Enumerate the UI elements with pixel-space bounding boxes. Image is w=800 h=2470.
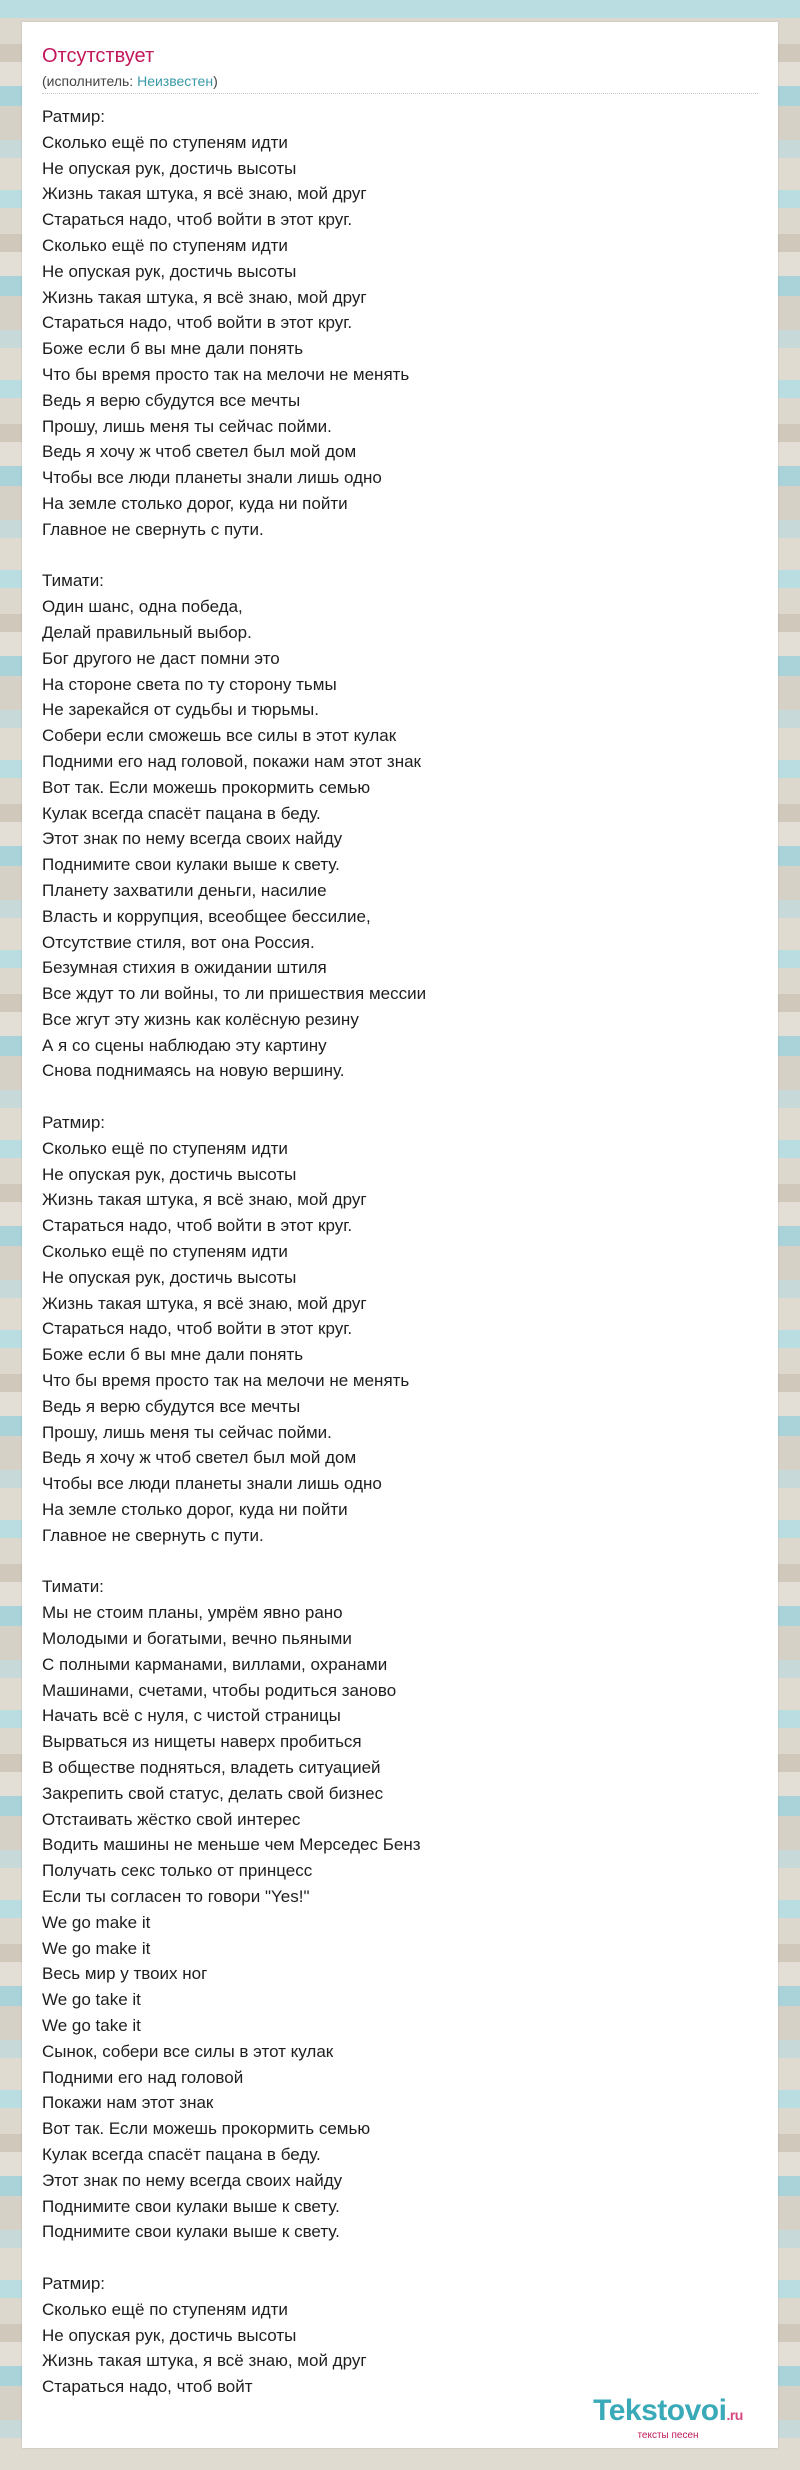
lyric-line: Сколько ещё по ступеням идти <box>42 2299 288 2319</box>
lyric-line: Власть и коррупция, всеобщее бессилие, <box>42 906 371 926</box>
lyric-line: Сколько ещё по ступеням идти <box>42 132 288 152</box>
lyric-line: We go take it <box>42 2015 141 2035</box>
lyric-line: Ратмир: <box>42 2273 106 2293</box>
lyric-line: Закрепить свой статус, делать свой бизнес <box>42 1783 384 1803</box>
lyric-line: Сколько ещё по ступеням идти <box>42 235 288 255</box>
lyric-line: Этот знак по нему всегда своих найду <box>42 2170 343 2190</box>
lyric-line: Тимати: <box>42 571 104 591</box>
lyric-line: Стараться надо, чтоб войти в этот круг. <box>42 1216 353 1236</box>
lyric-line: We go take it <box>42 1990 141 2010</box>
artist-suffix: ) <box>213 73 218 89</box>
song-title: Отсутствует <box>42 45 155 67</box>
lyric-line: На земле столько дорог, куда ни пойти <box>42 1500 348 1520</box>
stanza-break <box>42 543 758 569</box>
lyric-line: Чтобы все люди планеты знали лишь одно <box>42 1474 382 1494</box>
lyric-line: Этот знак по нему всегда своих найду <box>42 829 343 849</box>
artist-line <box>42 72 218 90</box>
site-logo[interactable] <box>568 2394 768 2442</box>
lyric-line: В обществе подняться, владеть ситуацией <box>42 1758 381 1777</box>
stanza-break <box>42 1084 758 1110</box>
lyric-line: Подними его над головой <box>42 2067 244 2087</box>
lyric-line: Что бы время просто так на мелочи не менять <box>42 1371 410 1391</box>
lyric-line: Водить машины не меньше чем Мерседес Бенз <box>42 1835 421 1855</box>
lyric-line: Стараться надо, чтоб войти в этот круг. <box>42 210 353 230</box>
lyric-line: Один шанс, одна победа, <box>42 597 243 617</box>
lyric-line: Боже если б вы мне дали понять <box>42 339 304 359</box>
lyric-line: Все ждут то ли войны, то ли пришествия мессии <box>42 984 427 1004</box>
lyric-line: На стороне света по ту сторону тьмы <box>42 674 337 694</box>
lyric-line: Стараться надо, чтоб войти в этот круг. <box>42 1319 353 1339</box>
lyric-line: Не опуская рук, достичь высоты <box>42 1164 297 1184</box>
lyric-line: Безумная стихия в ожидании штиля <box>42 958 327 978</box>
artist-prefix: (исполнитель: <box>42 73 138 89</box>
lyric-line: Начать всё с нуля, с чистой страницы <box>42 1706 341 1726</box>
lyric-line: Сколько ещё по ступеням идти <box>42 1138 288 1158</box>
lyric-line: Кулак всегда спасёт пацана в беду. <box>42 803 321 823</box>
lyric-line: С полными карманами, виллами, охранами <box>42 1654 388 1674</box>
logo-tagline: тексты песен <box>637 2430 699 2441</box>
lyric-line: Ведь я верю сбудутся все мечты <box>42 390 301 410</box>
lyric-line: Молодыми и богатыми, вечно пьяными <box>42 1629 352 1649</box>
lyric-line: Ведь я хочу ж чтоб светел был мой дом <box>42 442 357 462</box>
lyric-line: Мы не стоим планы, умрём явно рано <box>42 1603 343 1623</box>
lyric-line: Не зарекайся от судьбы и тюрьмы. <box>42 700 319 720</box>
logo-wordmark <box>568 2394 768 2432</box>
lyric-line: Отсутствие стиля, вот она Россия. <box>42 932 315 952</box>
lyric-line: Ратмир: <box>42 107 106 126</box>
lyric-line: Бог другого не даст помни это <box>42 648 280 668</box>
lyric-line: Вырваться из нищеты наверх пробиться <box>42 1732 362 1752</box>
lyric-line: Снова поднимаясь на новую вершину. <box>42 1061 345 1081</box>
lyric-line: Если ты согласен то говори "Yes!" <box>42 1886 310 1906</box>
lyric-line: Тимати: <box>42 1577 104 1597</box>
lyric-line: Кулак всегда спасёт пацана в беду. <box>42 2144 321 2164</box>
lyric-line: Чтобы все люди планеты знали лишь одно <box>42 468 382 488</box>
lyric-line: Главное не свернуть с пути. <box>42 1525 264 1545</box>
lyrics-text <box>42 104 758 2400</box>
lyric-line: Сынок, собери все силы в этот кулак <box>42 2041 334 2061</box>
lyric-line: Не опуская рук, достичь высоты <box>42 261 297 281</box>
lyric-line: Боже если б вы мне дали понять <box>42 1345 304 1365</box>
lyric-line: Покажи нам этот знак <box>42 2093 214 2113</box>
lyric-line: Ратмир: <box>42 1113 106 1133</box>
lyric-line: Делай правильный выбор. <box>42 622 252 642</box>
lyric-line: Прошу, лишь меня ты сейчас пойми. <box>42 1422 332 1442</box>
lyric-line: Поднимите свои кулаки выше к свету. <box>42 2222 340 2242</box>
title-divider <box>42 93 758 94</box>
logo-main-text: Tekstovoi <box>593 2394 727 2427</box>
lyric-line: Ведь я хочу ж чтоб светел был мой дом <box>42 1448 357 1468</box>
lyric-line: We go make it <box>42 1912 151 1932</box>
lyric-line: Жизнь такая штука, я всё знаю, мой друг <box>42 1293 367 1313</box>
lyric-line: Ведь я верю сбудутся все мечты <box>42 1396 301 1416</box>
lyric-line: Поднимите свои кулаки выше к свету. <box>42 2196 340 2216</box>
lyric-line: Не опуская рук, достичь высоты <box>42 2325 297 2345</box>
lyric-line: Главное не свернуть с пути. <box>42 519 264 539</box>
lyric-line: Жизнь такая штука, я всё знаю, мой друг <box>42 1190 367 1210</box>
stanza-break <box>42 2245 758 2271</box>
lyric-line: Жизнь такая штука, я всё знаю, мой друг <box>42 184 367 204</box>
lyric-line: Не опуская рук, достичь высоты <box>42 158 297 178</box>
lyric-line: Стараться надо, чтоб войти в этот круг. <box>42 313 353 333</box>
lyric-line: Собери если сможешь все силы в этот кулак <box>42 726 397 746</box>
lyric-line: Получать секс только от принцесс <box>42 1861 313 1881</box>
lyric-line: Что бы время просто так на мелочи не менять <box>42 364 410 384</box>
lyric-line: Подними его над головой, покажи нам этот знак <box>42 751 421 771</box>
lyric-line: Машинами, счетами, чтобы родиться заново <box>42 1680 397 1700</box>
lyrics-card <box>22 22 778 2448</box>
lyric-line: Все жгут эту жизнь как колёсную резину <box>42 1009 359 1029</box>
lyric-line: Весь мир у твоих ног <box>42 1964 208 1984</box>
lyric-line: Поднимите свои кулаки выше к свету. <box>42 855 340 875</box>
lyric-line: Прошу, лишь меня ты сейчас пойми. <box>42 416 332 436</box>
stanza-break <box>42 1549 758 1575</box>
lyric-line: Жизнь такая штука, я всё знаю, мой друг <box>42 287 367 307</box>
lyric-line: Планету захватили деньги, насилие <box>42 880 327 900</box>
lyric-line: Вот так. Если можешь прокормить семью <box>42 777 371 797</box>
lyric-line: А я со сцены наблюдаю эту картину <box>42 1035 327 1055</box>
lyric-line: Отстаивать жёстко свой интерес <box>42 1809 301 1829</box>
lyric-line: Стараться надо, чтоб войт <box>42 2377 253 2397</box>
lyric-line: Вот так. Если можешь прокормить семью <box>42 2119 371 2139</box>
lyric-line: На земле столько дорог, куда ни пойти <box>42 493 348 513</box>
lyric-line: We go make it <box>42 1938 151 1958</box>
lyric-line: Не опуская рук, достичь высоты <box>42 1267 297 1287</box>
lyric-line: Жизнь такая штука, я всё знаю, мой друг <box>42 2351 367 2371</box>
artist-link[interactable]: Неизвестен <box>137 73 214 89</box>
logo-tld: .ru <box>726 2407 743 2423</box>
lyric-line: Сколько ещё по ступеням идти <box>42 1242 288 1262</box>
